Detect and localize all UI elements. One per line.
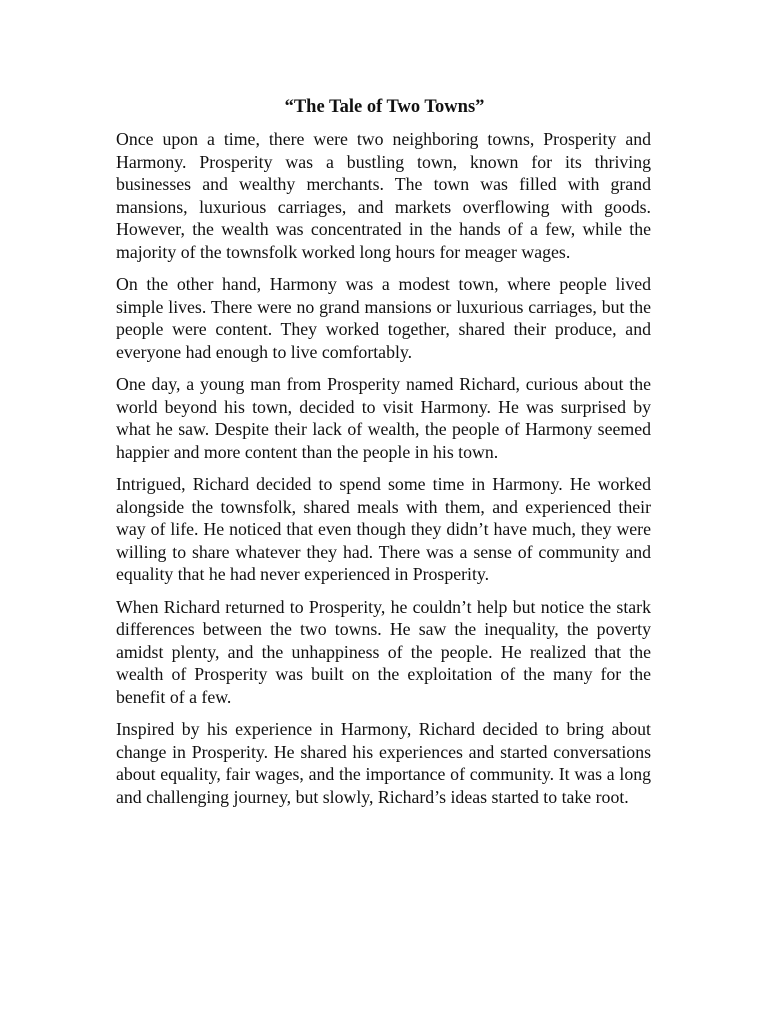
paragraph-3: One day, a young man from Prosperity named Richard, curious about the world beyond his town, decided to visit Harmony. He was surprised by what he saw. Despite their lack of wealth, the people of Harmony seemed happier and more content than the people in his town. [116, 374, 651, 462]
paragraph-4: Intrigued, Richard decided to spend some time in Harmony. He worked alongside the townsfolk, shared meals with them, and experienced their way of life. He noticed that even though they didn’t have much, they were willing to share whatever they had. There was a sense of community and equality that he had never experienced in Prosperity. [116, 474, 651, 584]
paragraph-6: Inspired by his experience in Harmony, Richard decided to bring about change in Prosperity. He shared his experiences and started conversations about equality, fair wages, and the importance of community. It was a long and challenging journey, but slowly, Richard’s ideas started to take root. [116, 719, 651, 807]
paragraph-1: Once upon a time, there were two neighboring towns, Prosperity and Harmony. Prosperity was a bustling town, known for its thriving businesses and wealthy merchants. The town was filled with grand mansions, luxurious carriages, and markets overflowing with goods. However, the wealth was concentrated in the hands of a few, while the majority of the townsfolk worked long hours for meager wages. [116, 129, 651, 262]
paragraph-5: When Richard returned to Prosperity, he couldn’t help but notice the stark differences between the two towns. He saw the inequality, the poverty amidst plenty, and the unhappiness of the people. He realized that the wealth of Prosperity was built on the exploitation of the many for the benefit of a few. [116, 596, 651, 707]
document-title: “The Tale of Two Towns” [284, 97, 485, 117]
document-page [116, 96, 651, 818]
paragraph-2: On the other hand, Harmony was a modest town, where people lived simple lives. There were no grand mansions or luxurious carriages, but the people were content. They worked together, shared their produce, and everyone had enough to live comfortably. [116, 274, 651, 362]
